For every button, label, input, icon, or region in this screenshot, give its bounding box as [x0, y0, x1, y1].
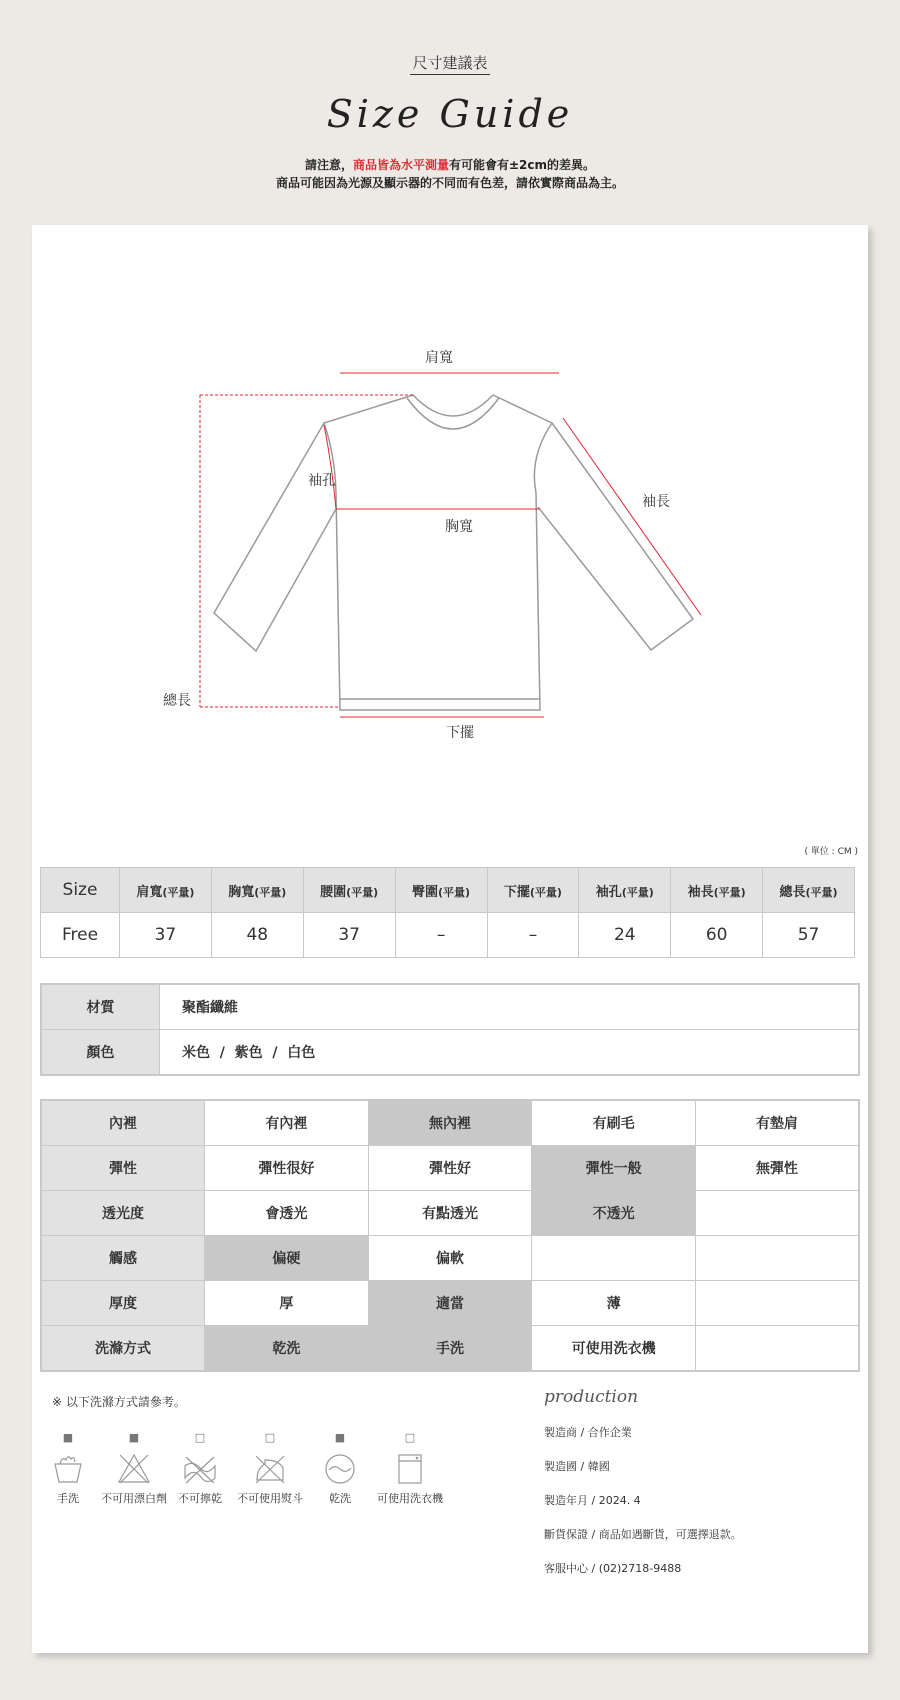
wash-item-label: 不可擰乾: [178, 1492, 222, 1505]
feature-label: 透光度: [41, 1191, 205, 1236]
label-chest: 胸寬: [445, 519, 473, 535]
size-table-header: [41, 868, 855, 913]
feature-option: 有刷毛: [532, 1100, 696, 1146]
unchecked-box-icon: □: [194, 1431, 206, 1444]
production-customer-service: 客服中心 / (02)2718-9488: [544, 1562, 682, 1575]
material-table: [40, 983, 860, 1076]
feature-option: [695, 1326, 859, 1372]
size-value: 37: [303, 913, 395, 958]
wash-item: [160, 1430, 240, 1506]
production-manufacturer: 製造商 / 合作企業: [544, 1426, 632, 1439]
feature-option: 偏軟: [368, 1236, 532, 1281]
feature-option-selected: 手洗: [368, 1326, 532, 1372]
feature-option-selected: 乾洗: [205, 1326, 369, 1372]
wash-item-label: 不可用漂白劑: [101, 1492, 167, 1505]
feature-option: [532, 1236, 696, 1281]
feature-option-selected: 偏硬: [205, 1236, 369, 1281]
feature-option: 有內裡: [205, 1100, 369, 1146]
unchecked-box-icon: □: [264, 1431, 276, 1444]
production-date: 製造年月 / 2024. 4: [544, 1494, 641, 1507]
right-sleeve: [538, 423, 693, 650]
size-value: 24: [579, 913, 671, 958]
feature-option: 有墊肩: [695, 1100, 859, 1146]
feature-row: [41, 1146, 859, 1191]
feature-option: [695, 1281, 859, 1326]
feature-row: [41, 1326, 859, 1372]
page-subtitle: 尺寸建議表: [0, 52, 900, 73]
size-value: 60: [671, 913, 763, 958]
feature-row: [41, 1191, 859, 1236]
sleeve-line: [563, 418, 701, 615]
size-table: [40, 867, 855, 958]
size-header-cell: Size: [41, 868, 120, 913]
checked-box-icon: ■: [334, 1431, 346, 1444]
feature-option-selected: 不透光: [532, 1191, 696, 1236]
feature-label: 內裡: [41, 1100, 205, 1146]
feature-option: 有點透光: [368, 1191, 532, 1236]
feature-label: 洗滌方式: [41, 1326, 205, 1372]
feature-option: 無彈性: [695, 1146, 859, 1191]
color-value: 米色 / 紫色 / 白色: [160, 1030, 860, 1076]
material-value: 聚酯纖維: [160, 984, 860, 1030]
checked-box-icon: ■: [62, 1431, 74, 1444]
label-armhole: 袖孔: [308, 473, 336, 489]
feature-option-selected: 無內裡: [368, 1100, 532, 1146]
size-table-row: [41, 913, 855, 958]
feature-option-selected: 彈性一般: [532, 1146, 696, 1191]
wash-item-label: 手洗: [57, 1492, 79, 1505]
feature-option: 厚: [205, 1281, 369, 1326]
feature-option: 彈性很好: [205, 1146, 369, 1191]
size-value: –: [395, 913, 487, 958]
feature-row: [41, 1281, 859, 1326]
wash-item-label: 不可使用熨斗: [237, 1492, 303, 1505]
label-hem: 下擺: [446, 725, 474, 741]
header-cell: 胸寬(平量): [211, 868, 303, 913]
header-cell: 腰圍(平量): [303, 868, 395, 913]
label-shoulder: 肩寬: [425, 350, 453, 366]
left-sleeve: [214, 423, 336, 651]
washing-machine-icon: [365, 1452, 455, 1486]
color-row: [41, 1030, 859, 1076]
header-cell: 袖孔(平量): [579, 868, 671, 913]
size-value: 48: [211, 913, 303, 958]
production-stock-guarantee: 斷貨保證 / 商品如遇斷貨，可選擇退款。: [544, 1528, 742, 1541]
size-value: 57: [763, 913, 855, 958]
color-label: 顏色: [41, 1030, 160, 1076]
feature-row: [41, 1100, 859, 1146]
size-value: –: [487, 913, 579, 958]
feature-label: 彈性: [41, 1146, 205, 1191]
size-guide-card: [32, 225, 868, 1653]
feature-label: 厚度: [41, 1281, 205, 1326]
material-label: 材質: [41, 984, 160, 1030]
feature-row: [41, 1236, 859, 1281]
header-cell: 臀圍(平量): [395, 868, 487, 913]
feature-option: [695, 1191, 859, 1236]
unit-label: ( 單位 : CM ): [804, 847, 858, 857]
material-row: [41, 984, 859, 1030]
label-sleeve: 袖長: [642, 494, 670, 510]
feature-label: 觸感: [41, 1236, 205, 1281]
feature-option: [695, 1236, 859, 1281]
production-title: production: [544, 1387, 639, 1407]
feature-table: [40, 1099, 860, 1372]
washing-note: ※ 以下洗滌方式請參考。: [52, 1395, 186, 1409]
no-iron-icon: [230, 1452, 310, 1486]
header-cell: 下擺(平量): [487, 868, 579, 913]
header-cell: 總長(平量): [763, 868, 855, 913]
wash-item: [230, 1430, 310, 1506]
shirt-body-outline: [324, 395, 552, 710]
label-length: 總長: [163, 693, 191, 709]
feature-option: 彈性好: [368, 1146, 532, 1191]
wash-item-label: 可使用洗衣機: [377, 1492, 443, 1505]
checked-box-icon: ■: [128, 1431, 140, 1444]
measurement-notice: 請注意，商品皆為水平測量有可能會有±2cm的差異。 商品可能因為光源及顯示器的不同而有色差，請依實際商品為主。: [275, 158, 624, 190]
feature-option: 可使用洗衣機: [532, 1326, 696, 1372]
header-cell: 肩寬(平量): [120, 868, 212, 913]
header-cell: 袖長(平量): [671, 868, 763, 913]
no-wring-icon: [160, 1452, 240, 1486]
feature-option: 會透光: [205, 1191, 369, 1236]
feature-option-selected: 適當: [368, 1281, 532, 1326]
wash-item-label: 乾洗: [329, 1492, 351, 1505]
feature-option: 薄: [532, 1281, 696, 1326]
garment-diagram: [32, 225, 868, 785]
size-row-label: Free: [41, 913, 120, 958]
size-value: 37: [120, 913, 212, 958]
wash-item: [365, 1430, 455, 1506]
unchecked-box-icon: □: [404, 1431, 416, 1444]
production-country: 製造國 / 韓國: [544, 1460, 610, 1473]
page-title: Size Guide: [326, 92, 574, 136]
